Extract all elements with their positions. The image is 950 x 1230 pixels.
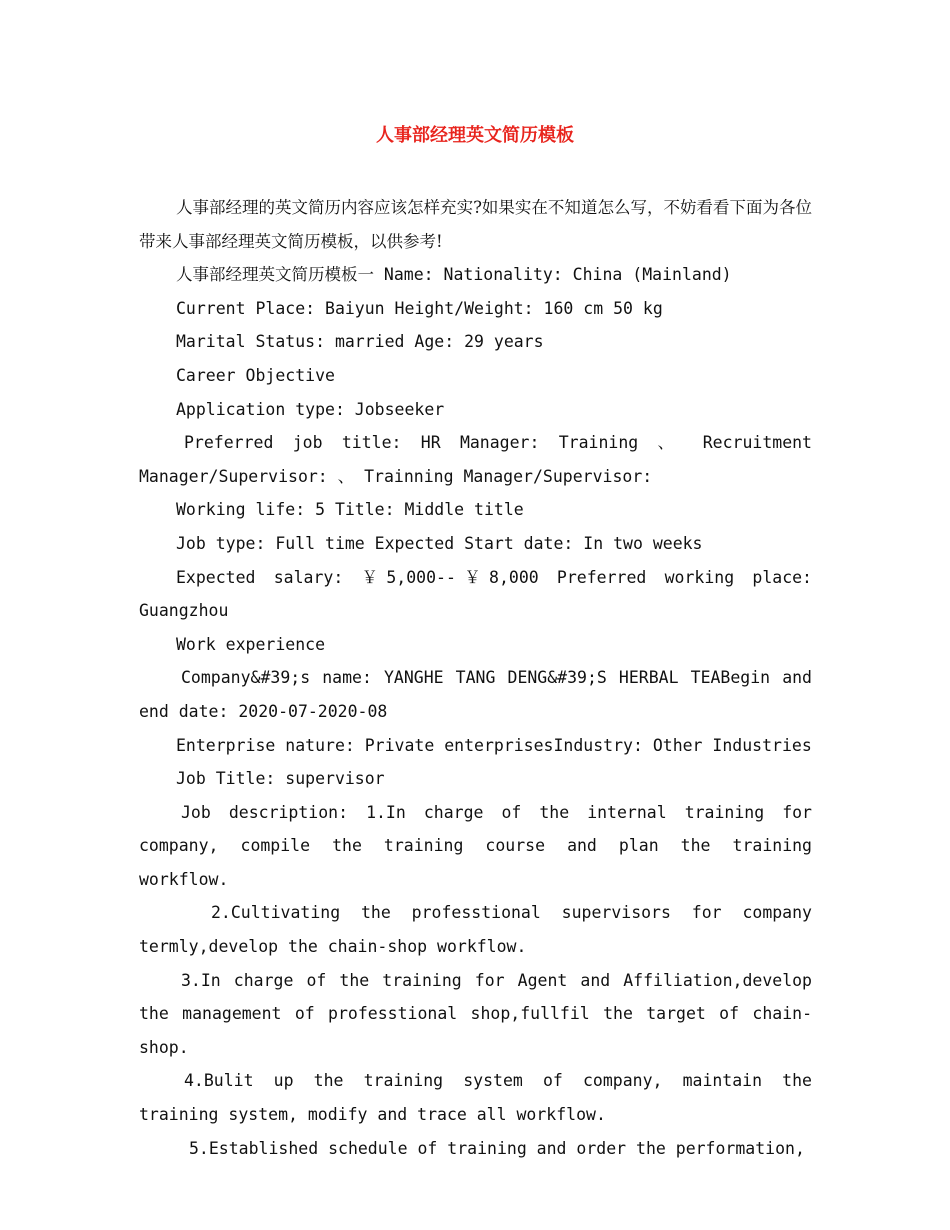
text-line: 人事部经理英文简历模板一 Name: Nationality: China (Mainland) bbox=[176, 265, 732, 285]
text-line: Current Place: Baiyun Height/Weight: 160 cm 50 kg bbox=[176, 298, 663, 318]
text-line: Job description: 1.In charge of the internal training for company, compile the training course and plan the training workflow. bbox=[139, 802, 812, 889]
text-line: Company&#39;s name: YANGHE TANG DENG&#39;S HERBAL TEABegin and end date: 2020-07-2020-08 bbox=[139, 668, 812, 721]
text-line: Marital Status: married Age: 29 years bbox=[176, 332, 544, 352]
text-line: Job type: Full time Expected Start date: In two weeks bbox=[176, 533, 703, 553]
text-line: Application type: Jobseeker bbox=[176, 399, 445, 419]
document-body bbox=[139, 191, 812, 1165]
text-line: Working life: 5 Title: Middle title bbox=[176, 500, 524, 520]
text-line: Enterprise nature: Private enterprisesIndustry: Other Industries bbox=[176, 735, 812, 755]
intro-paragraph: 人事部经理的英文简历内容应该怎样充实?如果实在不知道怎么写，不妨看看下面为各位带来人事部经理英文简历模板，以供参考! bbox=[139, 198, 812, 251]
text-line: Expected salary: ￥5,000--￥8,000 Preferred working place: Guangzhou bbox=[139, 567, 812, 621]
text-line: 2.Cultivating the professtional supervisors for company termly,develop the chain-shop workflow. bbox=[139, 903, 812, 957]
section-heading: Work experience bbox=[176, 634, 326, 654]
text-line: 4.Bulit up the training system of company, maintain the training system, modify and trace all workflow. bbox=[139, 1071, 812, 1125]
text-line: Preferred job title: HR Manager: Training 、 Recruitment Manager/Supervisor: 、 Trainning Manager/Supervisor: bbox=[139, 433, 812, 486]
document-title: 人事部经理英文简历模板 bbox=[376, 125, 574, 146]
section-heading: Career Objective bbox=[176, 365, 335, 385]
text-line: 3.In charge of the training for Agent and Affiliation,develop the management of professtional shop,fullfil the target of chain-shop. bbox=[139, 970, 812, 1057]
text-line: 5.Established schedule of training and order the performation, bbox=[189, 1138, 805, 1158]
text-line: Job Title: supervisor bbox=[176, 769, 385, 789]
